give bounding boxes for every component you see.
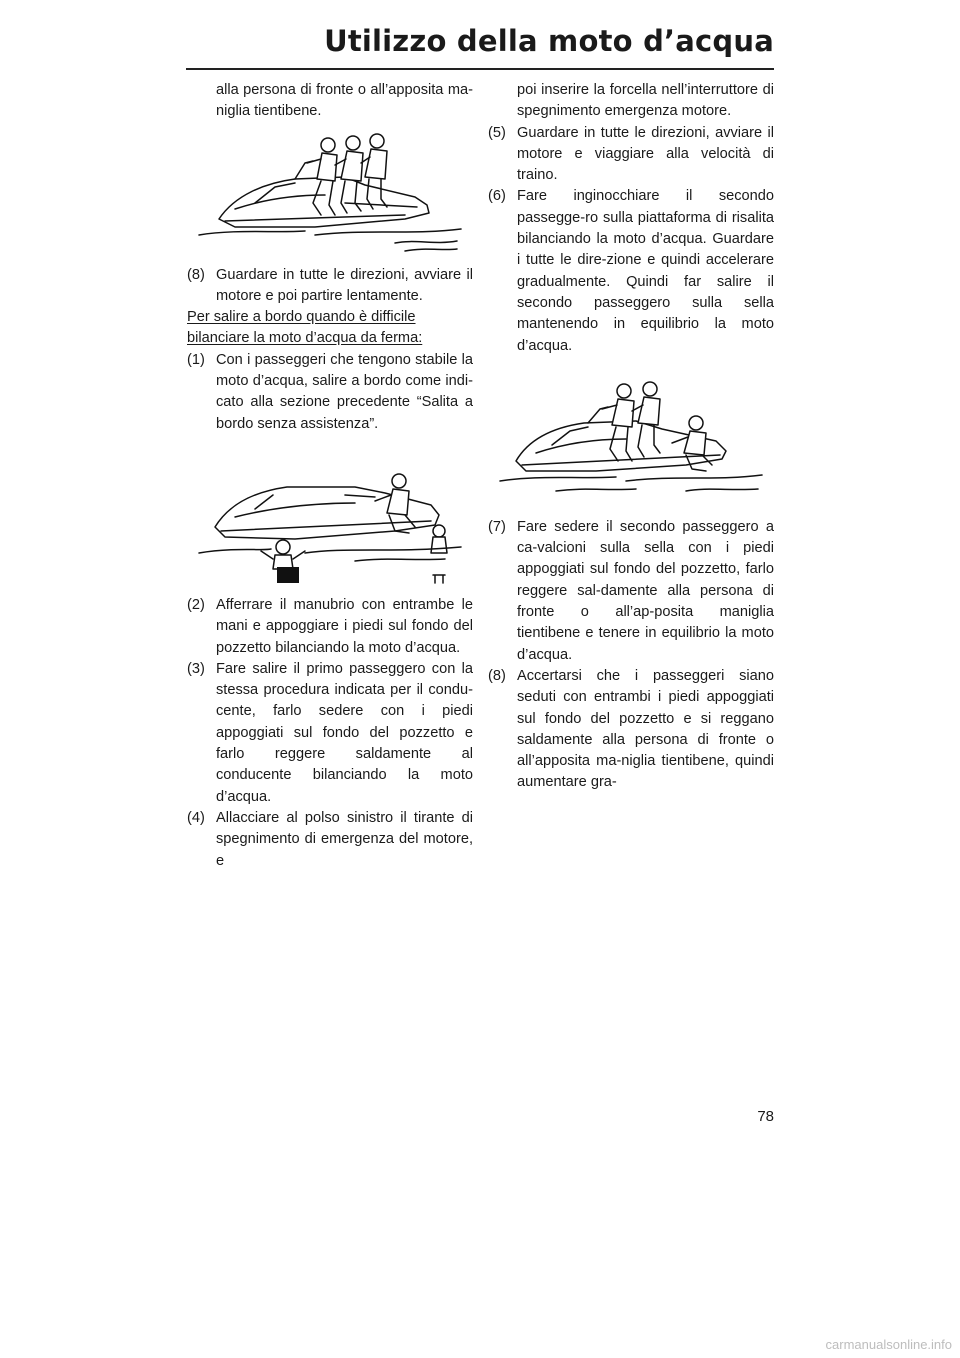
step-text: Afferrare il manubrio con entrambe le mani e appoggiare i piedi sul fondo del pozzetto bilanciando la moto d’acqua. bbox=[216, 596, 473, 656]
step-text: Allacciare al polso sinistro il tirante di spegnimento di emergenza del motore, e bbox=[216, 809, 473, 869]
three-riders-illustration bbox=[195, 123, 465, 265]
step-number: (1) bbox=[187, 351, 205, 368]
step-number: (4) bbox=[187, 809, 205, 826]
boarding-illustration bbox=[195, 435, 465, 595]
left-step-2 bbox=[187, 595, 473, 659]
step-number: (8) bbox=[187, 266, 205, 283]
step-number: (3) bbox=[187, 660, 205, 677]
step-text: Fare inginocchiare il secondo passegge-ro sulla piattaforma di risalita bilanciando la moto d’acqua. Guardare i tutte le dire-zione e quindi accelerare gradualmente. Quindi far salire il secondo passeggero sulla sella mantenendo in equilibrio la moto d’acqua. bbox=[517, 188, 774, 354]
step-text: Fare salire il primo passeggero con la stessa procedura indicata per il condu-cente, farlo sedere con i piedi appoggiati sul fondo del pozzetto e farlo reggere saldamente al conducente bilanciando la moto d’acqua. bbox=[216, 660, 473, 805]
step-number: (5) bbox=[488, 124, 506, 141]
right-step-6 bbox=[488, 186, 774, 356]
step-number: (2) bbox=[187, 596, 205, 613]
left-step-8 bbox=[187, 265, 473, 308]
right-column bbox=[488, 80, 774, 794]
step-number: (7) bbox=[488, 518, 506, 535]
section-subheading: Per salire a bordo quando è difficile bilanciare la moto d’acqua da ferma: bbox=[187, 309, 423, 347]
watermark-text: carmanualsonline.info bbox=[825, 1337, 952, 1352]
left-column bbox=[187, 80, 473, 872]
left-step-4 bbox=[187, 808, 473, 872]
step-number: (8) bbox=[488, 667, 506, 684]
left-step-3 bbox=[187, 659, 473, 808]
continuation-text: alla persona di fronte o all’apposita ma-niglia tientibene. bbox=[216, 82, 473, 120]
right-step-7 bbox=[488, 517, 774, 666]
right-step-5 bbox=[488, 123, 774, 187]
step-text: Guardare in tutte le direzioni, avviare il motore e viaggiare alla velocità di traino. bbox=[517, 124, 774, 184]
second-passenger-illustration bbox=[496, 357, 766, 517]
right-step-8 bbox=[488, 666, 774, 794]
step-text: Guardare in tutte le direzioni, avviare il motore e poi partire lentamente. bbox=[216, 266, 473, 304]
step-text: Con i passeggeri che tengono stabile la moto d’acqua, salire a bordo come indi-cato alla sezione precedente “Salita a bordo senza assistenza”. bbox=[216, 351, 473, 432]
step-number: (6) bbox=[488, 188, 506, 205]
page-number: 78 bbox=[757, 1108, 774, 1125]
step-text: Accertarsi che i passeggeri siano seduti con entrambi i piedi appoggiati sul fondo del pozzetto e si reggano saldamente alla persona di fronte o all’apposita ma-niglia tientibene, quindi aumentare gra- bbox=[517, 667, 774, 791]
step-text: Fare sedere il secondo passeggero a ca-valcioni sulla sella con i piedi appoggiati sul fondo del pozzetto, farlo reggere sal-damente alla persona di fronte o all’ap-posita maniglia tientibene e tenere in equilibrio la moto d’acqua. bbox=[517, 518, 774, 663]
left-step-1 bbox=[187, 350, 473, 435]
page-title: Utilizzo della moto d’acqua bbox=[324, 24, 774, 58]
header-divider bbox=[186, 68, 774, 70]
continuation-text: poi inserire la forcella nell’interruttore di spegnimento emergenza motore. bbox=[517, 82, 774, 120]
